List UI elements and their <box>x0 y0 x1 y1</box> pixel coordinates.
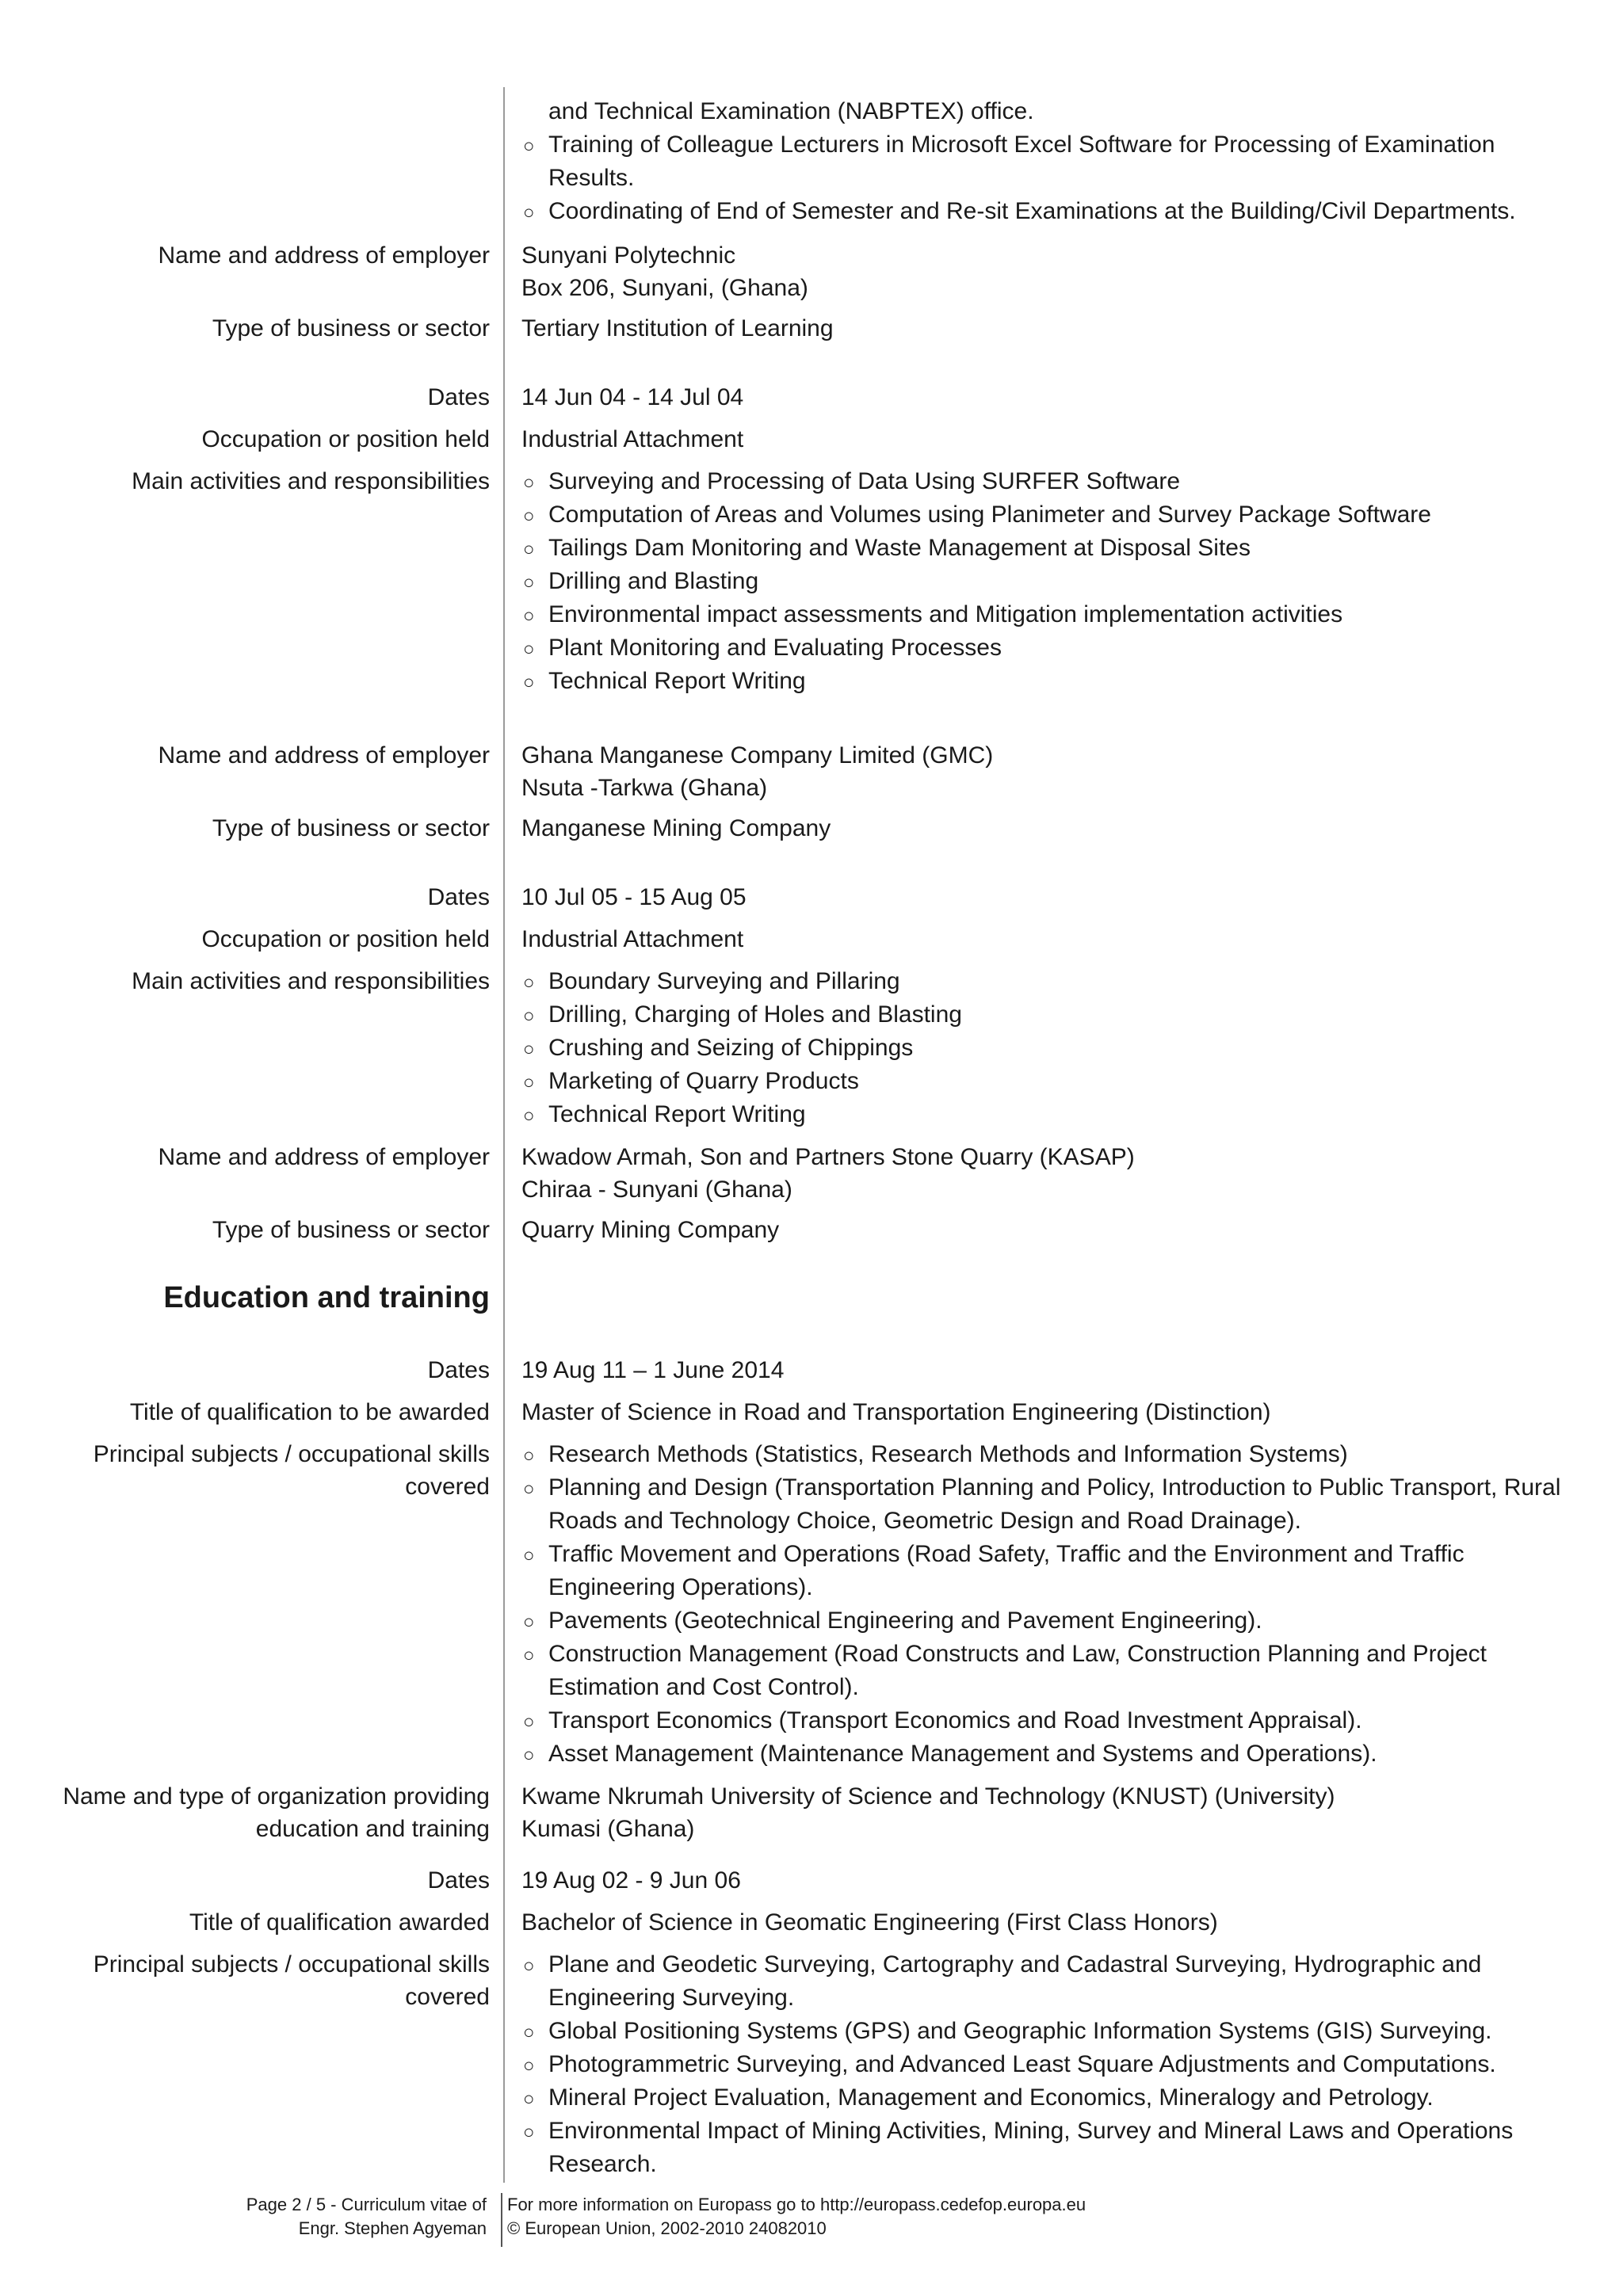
org-line: Kumasi (Ghana) <box>521 1816 695 1842</box>
footer-right <box>507 2193 1086 2241</box>
list-item <box>521 2048 1575 2081</box>
employer-line: Chiraa - Sunyani (Ghana) <box>521 1177 792 1203</box>
footer-copyright: © European Union, 2002-2010 24082010 <box>507 2218 827 2238</box>
list-item-text: Planning and Design (Transportation Planning and Policy, Introduction to Public Transport, Rural <box>548 1474 1561 1501</box>
field-value <box>521 739 1575 804</box>
list-item: ○ Marketing of Quarry Products <box>521 1065 1575 1098</box>
field-value: 10 Jul 05 - 15 Aug 05 <box>521 884 747 910</box>
job2-employer-row <box>0 739 1623 804</box>
field-label: Type of business or sector <box>212 815 490 841</box>
field-value: Tertiary Institution of Learning <box>521 315 834 341</box>
employer1-name-row <box>0 239 1623 304</box>
list-item: ○ Computation of Areas and Volumes using Planimeter and Survey Package Software <box>521 498 1575 532</box>
list-item: ○ Drilling, Charging of Holes and Blasting <box>521 998 1575 1032</box>
list-item: ○ Tailings Dam Monitoring and Waste Management at Disposal Sites <box>521 532 1575 565</box>
field-value <box>521 1948 1575 2181</box>
field-label: Dates <box>427 1357 490 1383</box>
employer-line: Ghana Manganese Company Limited (GMC) <box>521 742 994 769</box>
list-item <box>521 2015 1575 2048</box>
label-line: covered <box>405 1474 490 1500</box>
field-value: 14 Jun 04 - 14 Jul 04 <box>521 384 744 410</box>
msc-title-row <box>0 1396 1623 1428</box>
list-item: ○ Drilling and Blasting <box>521 565 1575 598</box>
field-label: Title of qualification awarded <box>189 1909 490 1936</box>
list-item <box>521 1538 1575 1604</box>
job3-dates-row <box>0 881 1623 913</box>
field-label: Name and address of employer <box>158 1144 490 1170</box>
list-item-text: Roads and Technology Choice, Geometric Design and Road Drainage). <box>548 1508 1301 1534</box>
list-item: ○ Technical Report Writing <box>521 665 1575 698</box>
list-item <box>521 2115 1575 2181</box>
activities-list <box>521 965 1575 1131</box>
list-item-text: Engineering Operations). <box>548 1574 813 1600</box>
field-value: Industrial Attachment <box>521 426 744 452</box>
field-label: Type of business or sector <box>212 1217 490 1243</box>
field-label: Occupation or position held <box>201 426 490 452</box>
employer-line: Box 206, Sunyani, (Ghana) <box>521 275 808 301</box>
job2-occupation-row <box>0 423 1623 456</box>
intro-bullet-list <box>521 128 1575 228</box>
list-item: ○ Crushing and Seizing of Chippings <box>521 1032 1575 1065</box>
job3-activities-row <box>0 965 1623 1131</box>
field-label: Dates <box>427 384 490 410</box>
org-line: Kwame Nkrumah University of Science and Technology (KNUST) (University) <box>521 1783 1335 1810</box>
msc-dates-row <box>0 1354 1623 1386</box>
list-item-text: Research Methods (Statistics, Research Methods and Information Systems) <box>548 1441 1348 1467</box>
intro-line: and Technical Examination (NABPTEX) office. <box>548 98 1034 124</box>
bsc-dates-row <box>0 1864 1623 1897</box>
field-label <box>0 1948 490 2013</box>
list-item <box>521 2081 1575 2115</box>
list-item <box>521 1638 1575 1704</box>
field-value: Bachelor of Science in Geomatic Engineering (First Class Honors) <box>521 1909 1218 1936</box>
list-item <box>521 1604 1575 1638</box>
list-item <box>521 1471 1575 1538</box>
list-item: ○ Environmental impact assessments and Mitigation implementation activities <box>521 598 1575 631</box>
employer-line: Sunyani Polytechnic <box>521 242 736 269</box>
list-item <box>521 1737 1575 1771</box>
intro-row <box>0 95 1623 228</box>
footer-divider <box>501 2193 502 2247</box>
field-value: Manganese Mining Company <box>521 815 831 841</box>
field-label: Title of qualification to be awarded <box>129 1399 490 1425</box>
field-label <box>0 1780 490 1845</box>
field-value <box>521 1141 1575 1206</box>
section-heading: Education and training <box>163 1281 490 1314</box>
field-label: Name and address of employer <box>158 242 490 269</box>
label-line: Name and type of organization providing <box>63 1783 490 1810</box>
label-line: Principal subjects / occupational skills <box>93 1951 490 1978</box>
field-label: Occupation or position held <box>201 926 490 952</box>
list-item-text: Construction Management (Road Constructs and Law, Construction Planning and Project <box>548 1641 1487 1667</box>
list-item: ○ Coordinating of End of Semester and Re-sit Examinations at the Building/Civil Departments. <box>521 195 1575 228</box>
list-item-text: Mineral Project Evaluation, Management and Economics, Mineralogy and Petrology. <box>548 2084 1434 2111</box>
field-value: 19 Aug 02 - 9 Jun 06 <box>521 1867 741 1894</box>
field-value: Industrial Attachment <box>521 926 744 952</box>
activities-list <box>521 465 1575 698</box>
field-value <box>521 965 1575 1131</box>
field-label: Main activities and responsibilities <box>132 468 490 494</box>
field-value <box>521 1438 1575 1771</box>
job3-type-row <box>0 1214 1623 1246</box>
list-item-text: Transport Economics (Transport Economics and Road Investment Appraisal). <box>548 1707 1362 1733</box>
list-item: ○ Boundary Surveying and Pillaring <box>521 965 1575 998</box>
field-label: Name and address of employer <box>158 742 490 769</box>
label-line: education and training <box>255 1816 490 1842</box>
bsc-title-row <box>0 1906 1623 1939</box>
field-label <box>0 1438 490 1503</box>
job2-type-row <box>0 812 1623 845</box>
employer-line: Kwadow Armah, Son and Partners Stone Quarry (KASAP) <box>521 1144 1135 1170</box>
field-value: Master of Science in Road and Transportation Engineering (Distinction) <box>521 1399 1271 1425</box>
field-label: Main activities and responsibilities <box>132 968 490 994</box>
list-item-text: Photogrammetric Surveying, and Advanced Least Square Adjustments and Computations. <box>548 2051 1496 2077</box>
field-label: Dates <box>427 1867 490 1894</box>
field-label: Type of business or sector <box>212 315 490 341</box>
msc-subjects-row <box>0 1438 1623 1771</box>
list-item: ○ Technical Report Writing <box>521 1098 1575 1131</box>
list-item-text: Pavements (Geotechnical Engineering and Pavement Engineering). <box>548 1608 1262 1634</box>
cv-content <box>0 95 1623 2181</box>
list-item-text: Research. <box>548 2151 657 2177</box>
field-value <box>521 1780 1575 1845</box>
field-value: Quarry Mining Company <box>521 1217 780 1243</box>
bsc-subjects-row <box>0 1948 1623 2181</box>
msc-org-row <box>0 1780 1623 1845</box>
list-item: ○ Surveying and Processing of Data Using SURFER Software <box>521 465 1575 498</box>
field-value <box>521 239 1575 304</box>
list-item-text: Plane and Geodetic Surveying, Cartography and Cadastral Surveying, Hydrographic and <box>548 1951 1482 1978</box>
list-item <box>521 1704 1575 1737</box>
label-line: covered <box>405 1984 490 2010</box>
label-line: Principal subjects / occupational skills <box>93 1441 490 1467</box>
job2-activities-row <box>0 465 1623 698</box>
job3-occupation-row <box>0 923 1623 955</box>
list-item <box>521 1438 1575 1471</box>
footer-europass-info: For more information on Europass go to http://europass.cedefop.europa.eu <box>507 2195 1086 2214</box>
intro-value <box>521 95 1575 228</box>
list-item: ○ Plant Monitoring and Evaluating Processes <box>521 631 1575 665</box>
list-item-text: Engineering Surveying. <box>548 1985 795 2011</box>
job3-employer-row <box>0 1141 1623 1206</box>
field-value: 19 Aug 11 – 1 June 2014 <box>521 1357 785 1383</box>
footer-author: Engr. Stephen Agyeman <box>298 2218 487 2238</box>
field-value <box>521 465 1575 698</box>
list-item-text: Estimation and Cost Control). <box>548 1674 859 1700</box>
list-item-text: Traffic Movement and Operations (Road Safety, Traffic and the Environment and Traffic <box>548 1541 1465 1567</box>
employer-line: Nsuta -Tarkwa (Ghana) <box>521 775 768 801</box>
job2-dates-row <box>0 381 1623 414</box>
field-label: Dates <box>427 884 490 910</box>
education-heading-row <box>0 1278 1623 1318</box>
list-item-text: Environmental Impact of Mining Activities, Mining, Survey and Mineral Laws and Operations <box>548 2118 1514 2144</box>
list-item: ○ Training of Colleague Lecturers in Microsoft Excel Software for Processing of Examination Results. <box>521 128 1575 195</box>
footer-page-info: Page 2 / 5 - Curriculum vitae of <box>246 2195 487 2214</box>
list-item <box>521 1948 1575 2015</box>
subjects-list <box>521 1948 1575 2181</box>
footer-left <box>0 2193 487 2241</box>
employer1-type-row <box>0 312 1623 345</box>
list-item-text: Asset Management (Maintenance Management and Systems and Operations). <box>548 1741 1377 1767</box>
subjects-list <box>521 1438 1575 1771</box>
list-item-text: Global Positioning Systems (GPS) and Geographic Information Systems (GIS) Surveying. <box>548 2018 1492 2044</box>
